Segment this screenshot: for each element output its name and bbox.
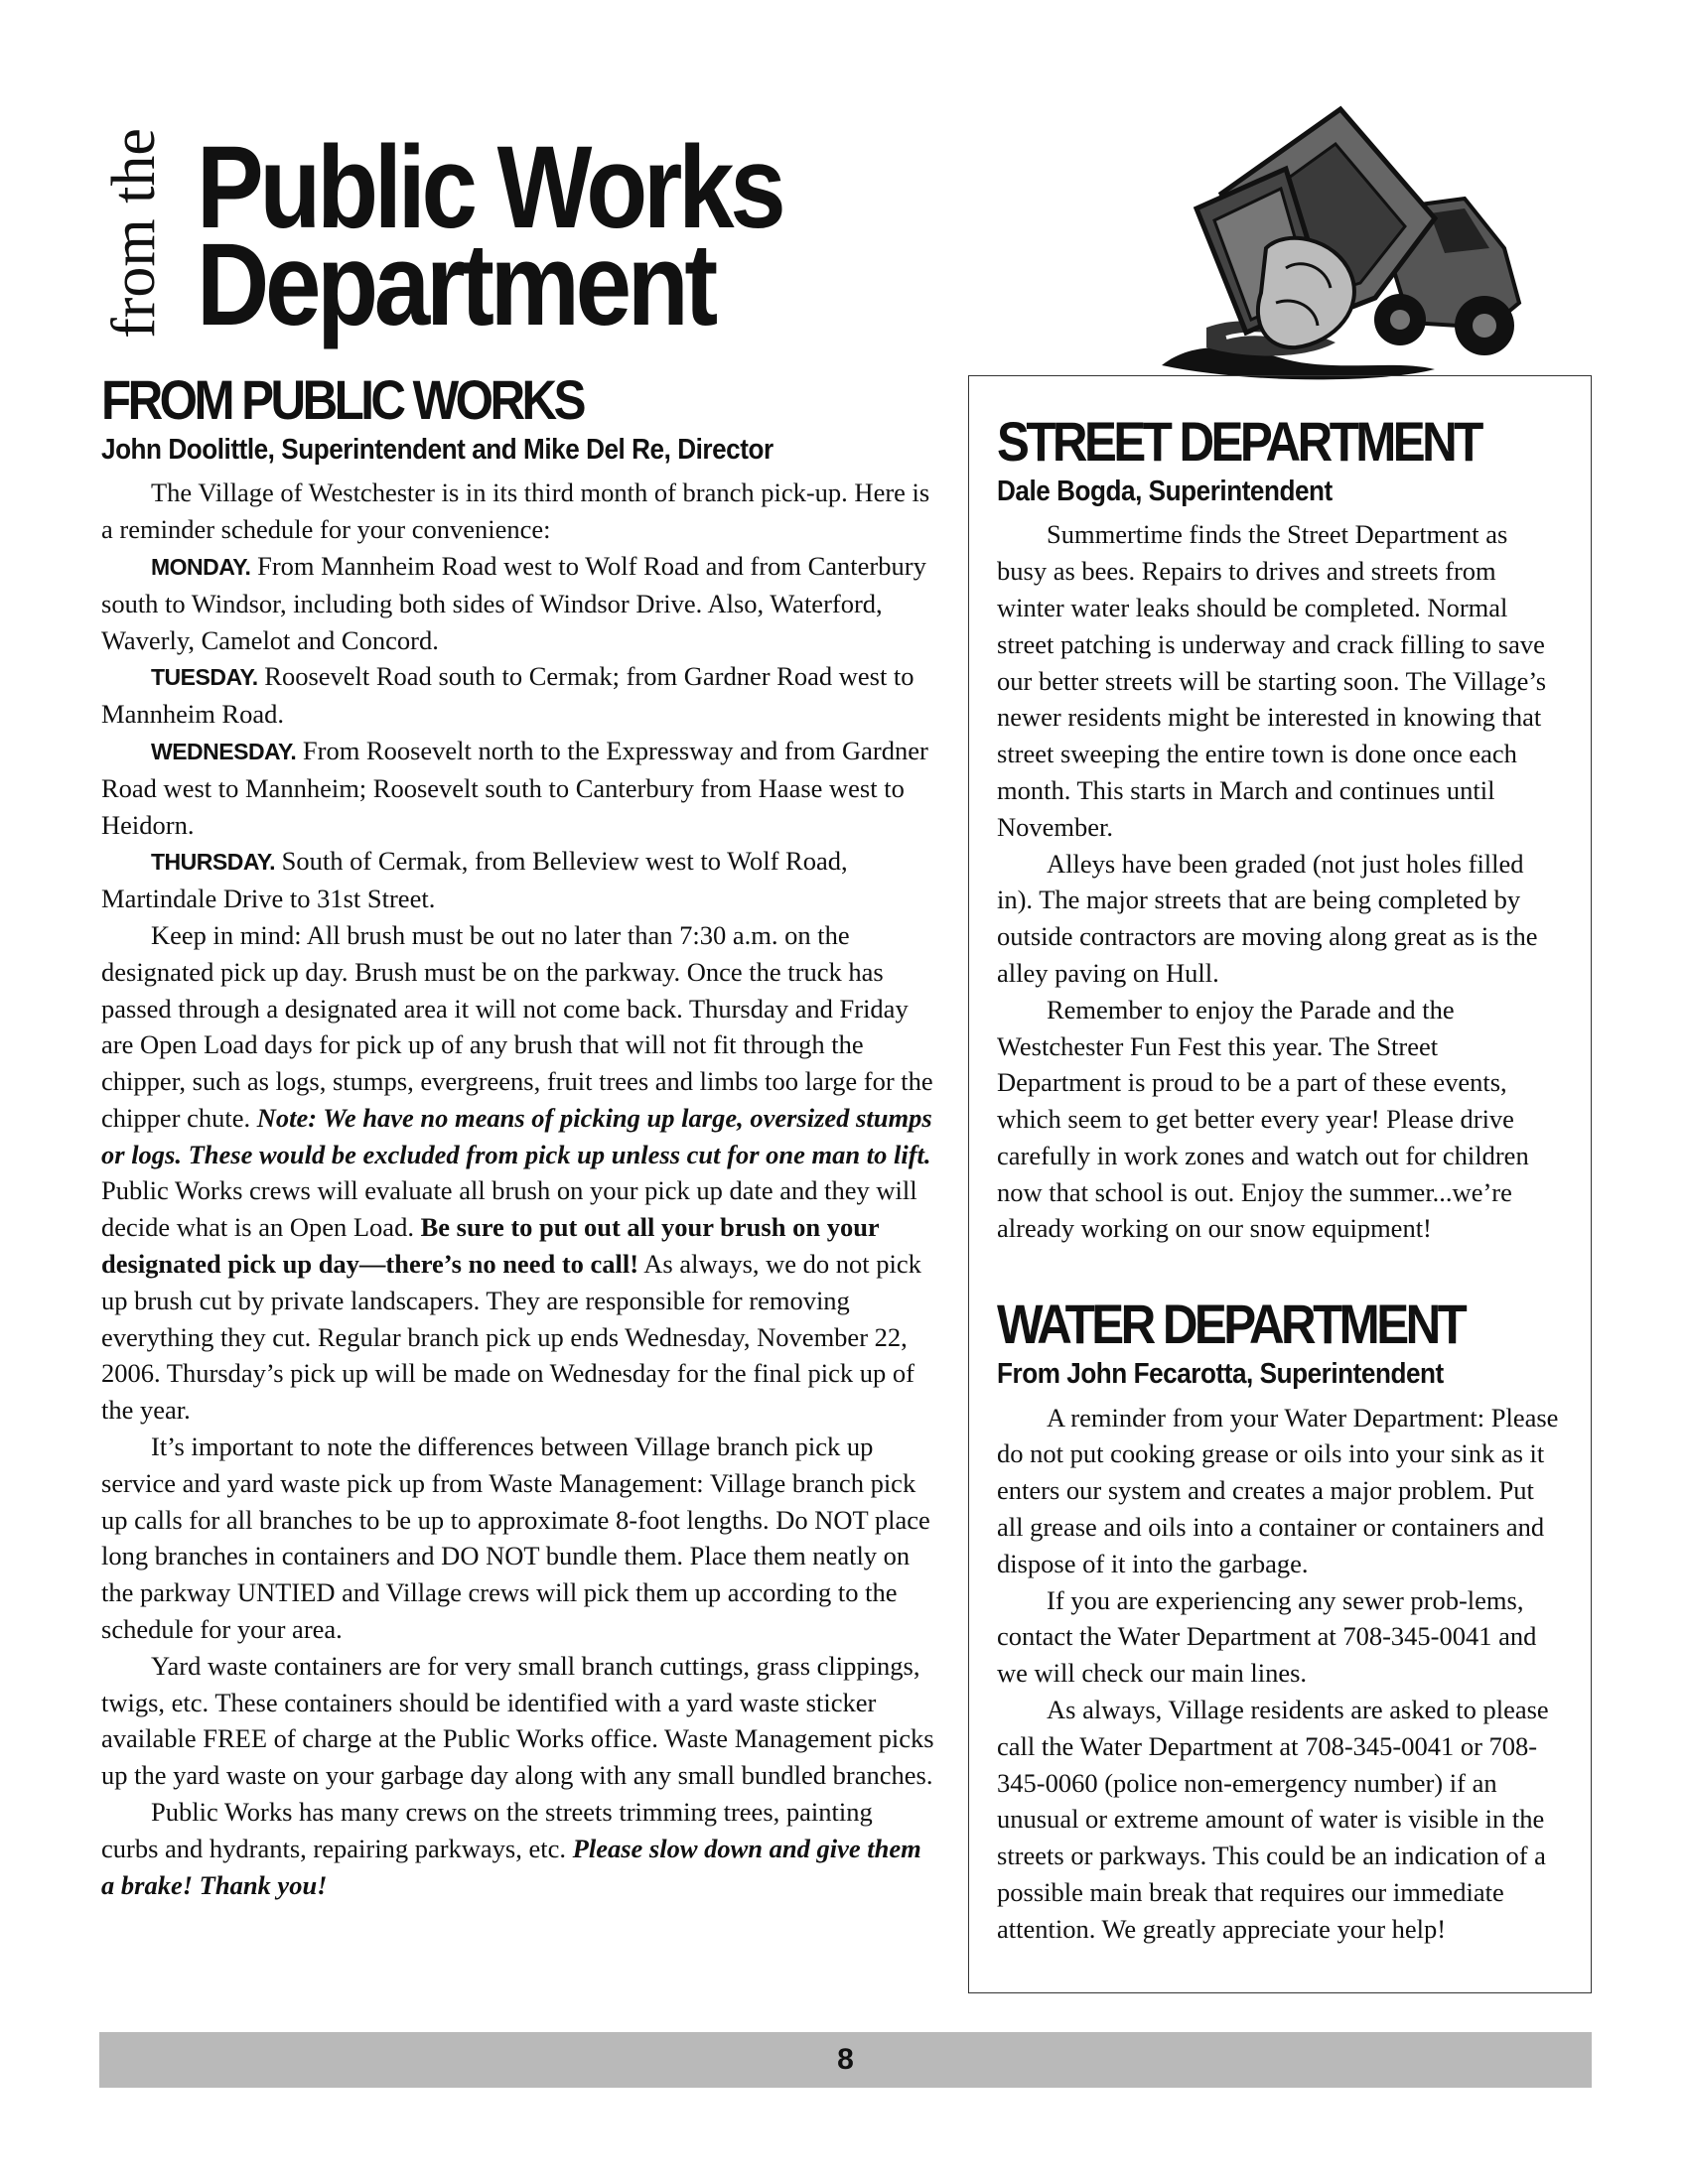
street-byline: Dale Bogda, Superintendent — [997, 476, 1333, 507]
street-body — [997, 516, 1563, 1247]
monday-schedule — [101, 548, 935, 658]
monday-text: From Mannheim Road west to Wolf Road and from Canterbury south to Windsor, including both sides of Windsor Drive. Also, Waterford, Waverly, Camelot and Concord. — [101, 550, 926, 655]
page-number: 8 — [837, 2043, 854, 2076]
tuesday-text: Roosevelt Road south to Cermak; from Gardner Road west to Mannheim Road. — [101, 661, 914, 730]
crews-note: Please slow down and give them a brake! Thank you! — [101, 1833, 921, 1900]
footer-bar — [99, 2032, 1592, 2088]
wednesday-text: From Roosevelt north to the Expressway and from Gardner Road west to Mannheim; Roosevelt south to Canterbury from Haase west to Heidorn. — [101, 735, 928, 840]
differences-paragraph: It’s important to note the differences between Village branch pick up service and yard waste pick up from Waste Management: Village branch pick up calls for all branches to be up to approximate 8-foot lengths. Do NOT place long branches in containers and DO NOT bundle them. Place them neatly on the parkway UNTIED and Village crews will pick them up according to the schedule for your area. — [101, 1432, 930, 1645]
keep-bold: Be sure to put out all your brush on your designated pick up day—there’s no need to call! — [101, 1212, 880, 1280]
masthead-kicker — [99, 119, 169, 347]
crews-text: Public Works has many crews on the streets trimming trees, painting curbs and hydrants, repairing parkways, etc. — [101, 1797, 873, 1863]
crews-paragraph — [101, 1794, 935, 1903]
departments-box — [968, 375, 1592, 1993]
water-paragraph: If you are experiencing any sewer prob-lems, contact the Water Department at 708-345-0041 and we will check our main lines. — [997, 1584, 1537, 1689]
from-the-text: from the — [100, 128, 168, 339]
tuesday-label: TUESDAY. — [151, 664, 258, 691]
public-works-byline: John Doolittle, Superintendent and Mike Del Re, Director — [101, 434, 774, 466]
water-paragraph: As always, Village residents are asked to please call the Water Department at 708-345-0041 or 708-345-0060 (police non-emergency number) if an unusual or extreme amount of water is visible in the streets or parkways. This could be an indication of a possible main break that requires our immediate attention. We greatly appreciate your help! — [997, 1695, 1549, 1944]
masthead-title-line2: Department — [197, 219, 714, 350]
street-heading: STREET DEPARTMENT — [997, 410, 1480, 473]
thursday-schedule — [101, 843, 935, 917]
water-paragraph: A reminder from your Water Department: Please do not put cooking grease or oils into your sink as it enters our system and creates a major problem. Put all grease and oils into a container or containers and dispose of it into the garbage. — [997, 1402, 1559, 1578]
public-works-body — [101, 475, 935, 1903]
public-works-article — [101, 368, 935, 1903]
water-article — [997, 1293, 1563, 1947]
masthead-title-line1: Public Works — [197, 122, 782, 253]
wednesday-schedule — [101, 733, 935, 843]
street-article — [997, 410, 1563, 1247]
water-byline: From John Fecarotta, Superintendent — [997, 1358, 1444, 1391]
keep-note: Note: We have no means of picking up large, oversized stumps or logs. These would be excluded from pick up unless cut for one man to lift. — [101, 1102, 932, 1169]
street-paragraph: Summertime finds the Street Department as busy as bees. Repairs to drives and streets from winter water leaks should be completed. Normal street patching is underway and crack filling to save our better streets will be starting soon. The Village’s newer residents might be interested in knowing that street sweeping the entire town is done once each month. This starts in March and continues until November. — [997, 519, 1547, 842]
street-paragraph: Remember to enjoy the Parade and the Westchester Fun Fest this year. The Street Department is proud to be a part of these events, which seem to get better every year! Please drive carefully in work zones and watch out for children now that school is out. Enjoy the summer...we’re already working on our snow equipment! — [997, 994, 1529, 1244]
keep-in-mind-paragraph — [101, 917, 935, 1429]
thursday-label: THURSDAY. — [151, 849, 276, 876]
public-works-heading: FROM PUBLIC WORKS — [101, 368, 583, 431]
street-paragraph: Alleys have been graded (not just holes filled in). The major streets that are being completed by outside contractors are moving along great as is the alley paving on Hull. — [997, 848, 1538, 988]
monday-label: MONDAY. — [151, 553, 251, 580]
dump-truck-icon — [1137, 99, 1544, 387]
yard-waste-paragraph: Yard waste containers are for very small branch cuttings, grass clippings, twigs, etc. These containers should be identified with a yard waste sticker available FREE of charge at the Public Works office. Waste Management picks up the yard waste on your garbage day along with any small bundled branches. — [101, 1650, 934, 1791]
water-heading: WATER DEPARTMENT — [997, 1293, 1465, 1356]
thursday-text: South of Cermak, from Belleview west to Wolf Road, Martindale Drive to 31st Street. — [101, 846, 848, 914]
keep-text-c: As always, we do not pick up brush cut by private landscapers. They are responsible for removing everything they cut. Regular branch pick up ends Wednesday, November 22, 2006. Thursday’s pick up will be made on Wednesday for the final pick up of the year. — [101, 1249, 921, 1426]
intro-paragraph: The Village of Westchester is in its third month of branch pick-up. Here is a reminder schedule for your convenience: — [101, 478, 930, 545]
keep-text-b: Public Works crews will evaluate all brush on your pick up date and they will decide what is an Open Load. — [101, 1175, 917, 1243]
tuesday-schedule — [101, 658, 935, 733]
keep-text-a: Keep in mind: All brush must be out no later than 7:30 a.m. on the designated pick up day. Brush must be on the parkway. Once the truck has passed through a designated area it will not come back. Thursday and Friday are Open Load days for pick up of any brush that will not fit through the chipper, such as logs, stumps, evergreens, fruit trees and limbs too large for the chipper chute. — [101, 919, 933, 1133]
masthead — [99, 119, 993, 357]
water-body — [997, 1400, 1563, 1948]
wednesday-label: WEDNESDAY. — [151, 738, 297, 764]
